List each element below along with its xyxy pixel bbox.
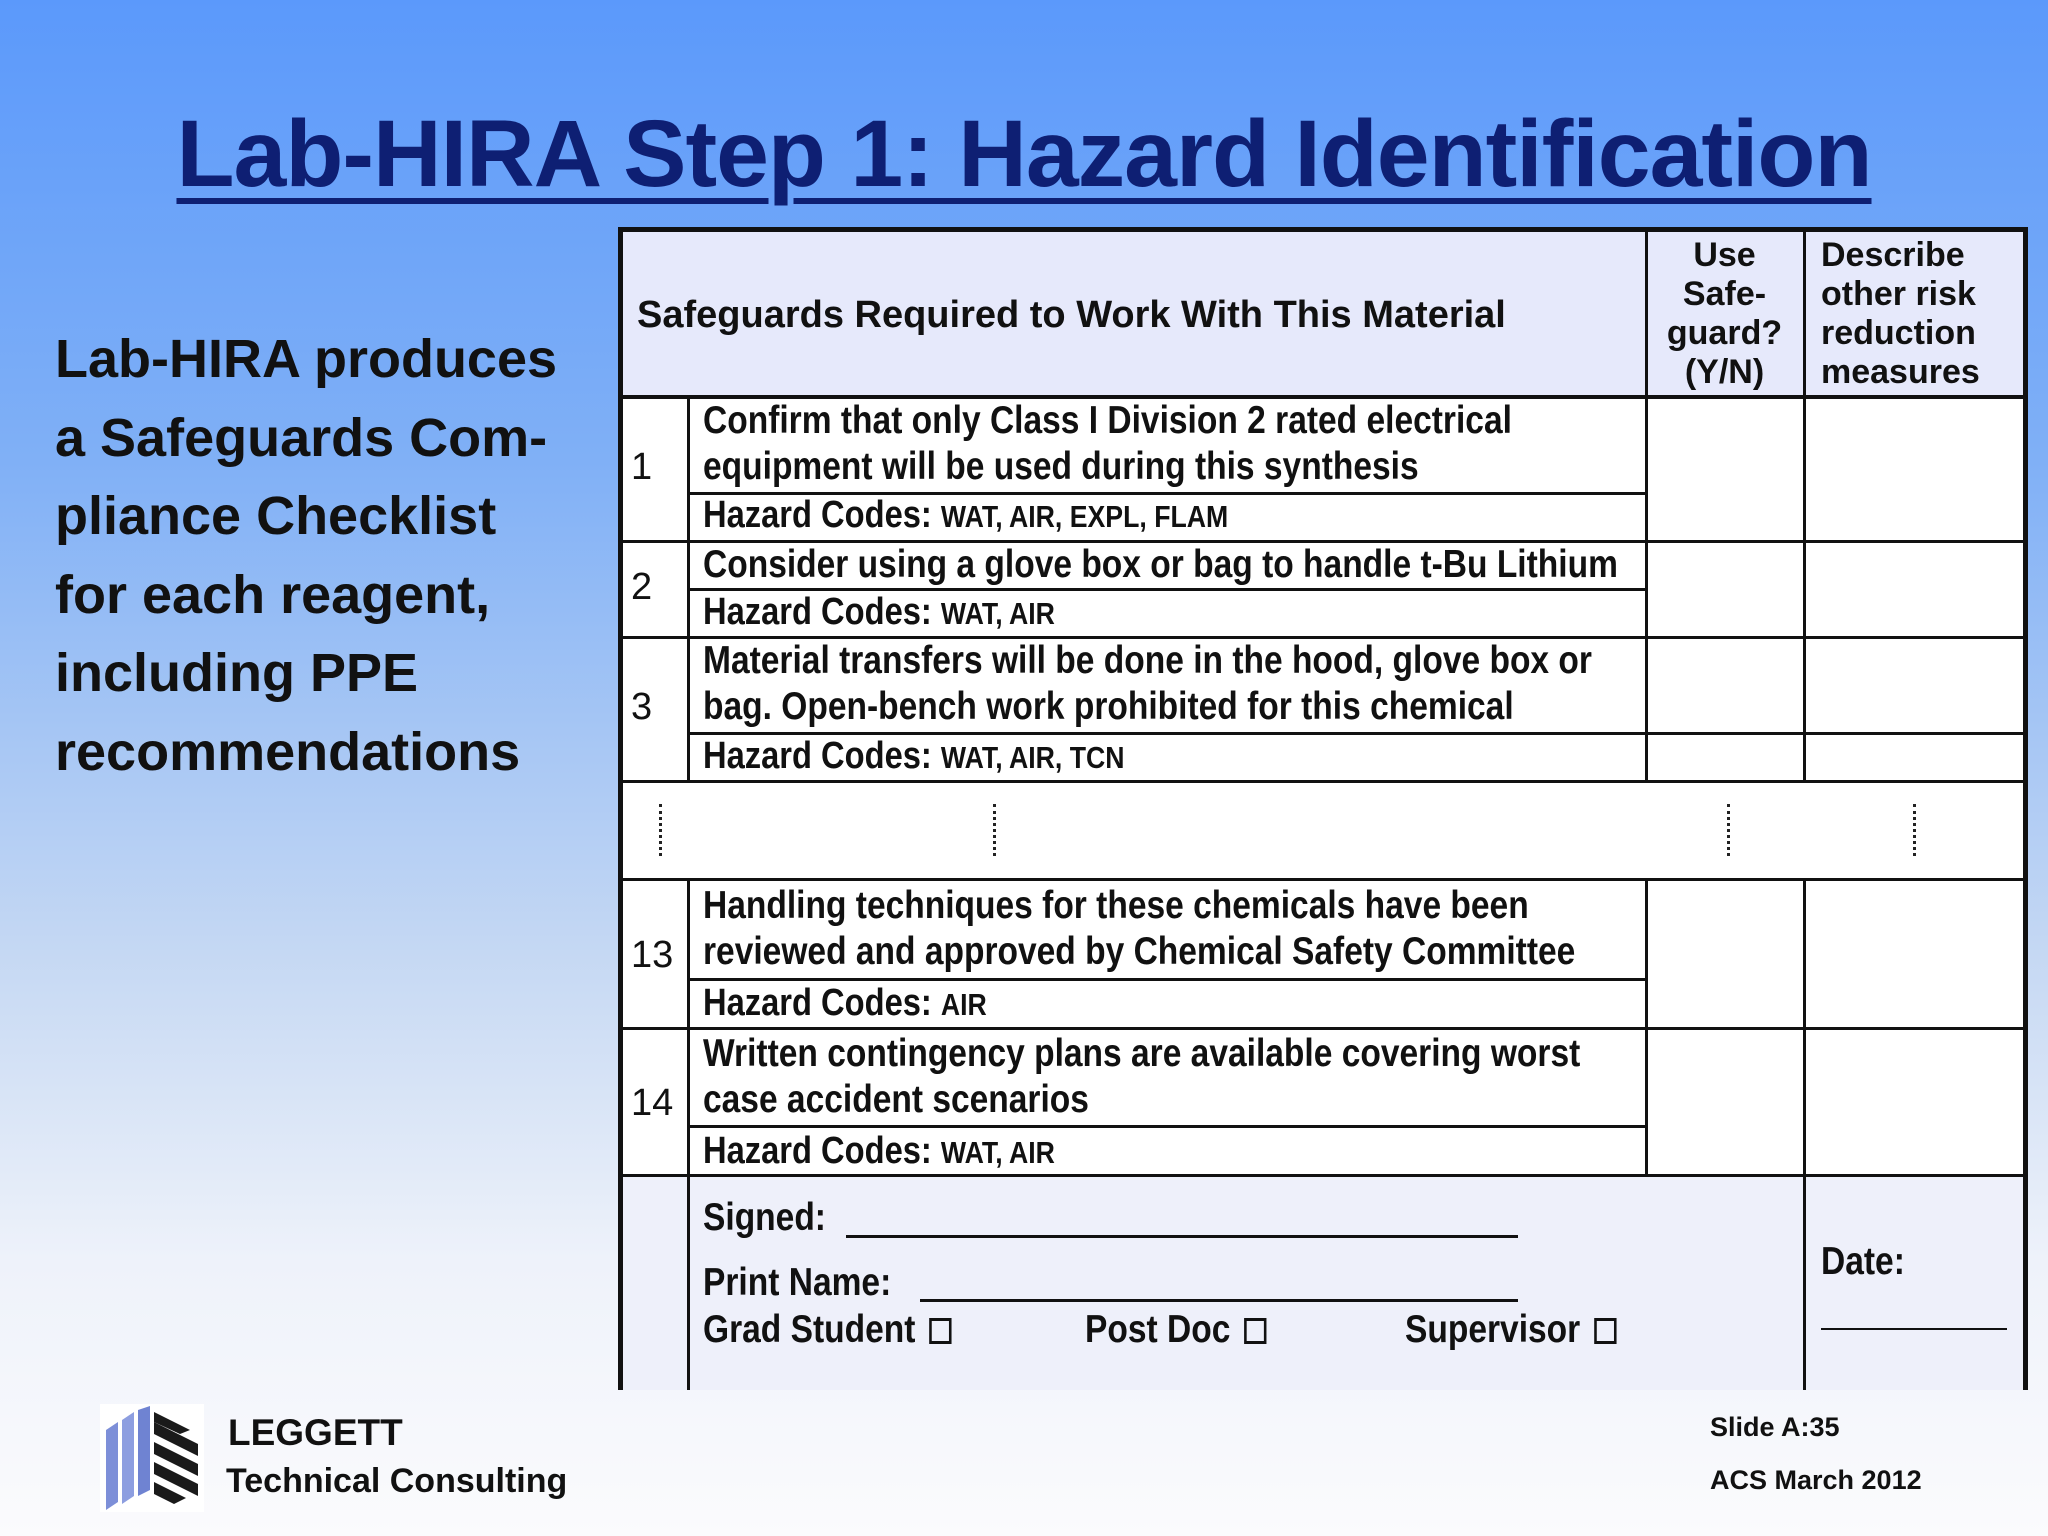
description-line: recommendations: [55, 721, 521, 782]
ellipsis-mark: [1727, 804, 1730, 856]
slide-title: Lab-HIRA Step 1: Hazard Identification: [176, 101, 1872, 207]
slide-number: Slide A:35: [1710, 1412, 1840, 1442]
header-safeguards: Safeguards Required to Work With This Material: [637, 294, 1506, 336]
hazard-codes: [703, 494, 1228, 537]
supervisor-label: Supervisor: [1405, 1308, 1581, 1351]
safeguard-text: [703, 1031, 1580, 1123]
hazard-label: Hazard Codes:: [703, 982, 932, 1024]
post-doc-option[interactable]: [1085, 1308, 1266, 1352]
signature-line[interactable]: [846, 1235, 1518, 1238]
hazard-code-values: WAT, AIR, TCN: [940, 740, 1125, 775]
header-line: guard?: [1666, 314, 1783, 352]
grad-student-checkbox[interactable]: [929, 1318, 951, 1344]
safeguard-text: [703, 398, 1512, 490]
description-line: Lab-HIRA produces: [55, 329, 558, 389]
header-use-safeguard: [1646, 236, 1803, 392]
supervisor-checkbox[interactable]: [1594, 1318, 1616, 1344]
post-doc-label: Post Doc: [1085, 1308, 1231, 1351]
row-number: 1: [631, 446, 653, 488]
row-number: 14: [631, 1082, 674, 1124]
signed-label: Signed:: [703, 1196, 826, 1239]
safeguard-line: Confirm that only Class I Division 2 rated electrical: [703, 399, 1512, 442]
safeguard-text: [703, 883, 1575, 975]
hazard-codes: [703, 1130, 1055, 1173]
hazard-label: Hazard Codes:: [703, 1130, 932, 1172]
safeguard-line: case accident scenarios: [703, 1078, 1089, 1121]
date-label: Date:: [1821, 1240, 1905, 1283]
safeguard-line: equipment will be used during this synthesis: [703, 445, 1419, 488]
safeguard-line: Written contingency plans are available covering worst: [703, 1032, 1581, 1075]
row-number: 3: [631, 686, 653, 728]
safeguard-line: Handling techniques for these chemicals have been: [703, 884, 1529, 927]
hazard-label: Hazard Codes:: [703, 494, 932, 536]
ellipsis-mark: [1913, 804, 1916, 856]
row-number: 2: [631, 566, 653, 608]
header-line: other risk: [1821, 275, 1976, 313]
hazard-codes: [703, 591, 1055, 634]
ellipsis-mark: [993, 804, 996, 856]
company-subtitle: Technical Consulting: [226, 1462, 568, 1500]
hazard-label: Hazard Codes:: [703, 591, 932, 633]
header-describe-measures: [1821, 236, 1980, 392]
description-line: pliance Checklist: [55, 486, 497, 546]
hazard-code-values: AIR: [940, 987, 987, 1022]
hazard-code-values: WAT, AIR, EXPL, FLAM: [940, 499, 1229, 534]
slide-description: [55, 320, 615, 791]
safeguard-line: bag. Open-bench work prohibited for this chemical: [703, 685, 1514, 728]
event-label: ACS March 2012: [1710, 1465, 1922, 1495]
description-line: for each reagent,: [55, 564, 491, 625]
header-line: Describe: [1821, 236, 1965, 274]
header-line: Safe-: [1682, 275, 1767, 313]
hazard-codes: [703, 735, 1125, 778]
print-name-label: Print Name:: [703, 1261, 892, 1304]
date-line[interactable]: [1821, 1328, 2007, 1330]
safeguard-line: reviewed and approved by Chemical Safety Committee: [703, 930, 1576, 973]
print-name-line[interactable]: [920, 1299, 1518, 1302]
grad-student-option[interactable]: [703, 1308, 952, 1352]
supervisor-option[interactable]: [1405, 1308, 1616, 1352]
header-line: Use: [1693, 236, 1756, 274]
row-number: 13: [631, 934, 674, 976]
company-name: LEGGETT: [228, 1412, 403, 1453]
header-line: measures: [1821, 353, 1980, 391]
grad-student-label: Grad Student: [703, 1308, 916, 1351]
description-line: a Safeguards Com-: [55, 407, 548, 468]
hazard-code-values: WAT, AIR: [940, 596, 1055, 631]
description-line: including PPE: [55, 643, 419, 703]
safeguard-text: [703, 542, 1618, 588]
safeguard-text: [703, 638, 1592, 730]
safeguard-line: Material transfers will be done in the hood, glove box or: [703, 639, 1592, 682]
hazard-code-values: WAT, AIR: [940, 1135, 1055, 1170]
safeguards-checklist: [618, 227, 2028, 1390]
hazard-codes: [703, 982, 987, 1025]
hazard-label: Hazard Codes:: [703, 735, 932, 777]
ellipsis-mark: [659, 804, 662, 856]
header-line: (Y/N): [1684, 353, 1765, 391]
leggett-logo: [100, 1404, 204, 1512]
post-doc-checkbox[interactable]: [1244, 1318, 1266, 1344]
header-line: reduction: [1821, 314, 1976, 352]
safeguard-line: Consider using a glove box or bag to handle t-Bu Lithium: [703, 543, 1618, 586]
